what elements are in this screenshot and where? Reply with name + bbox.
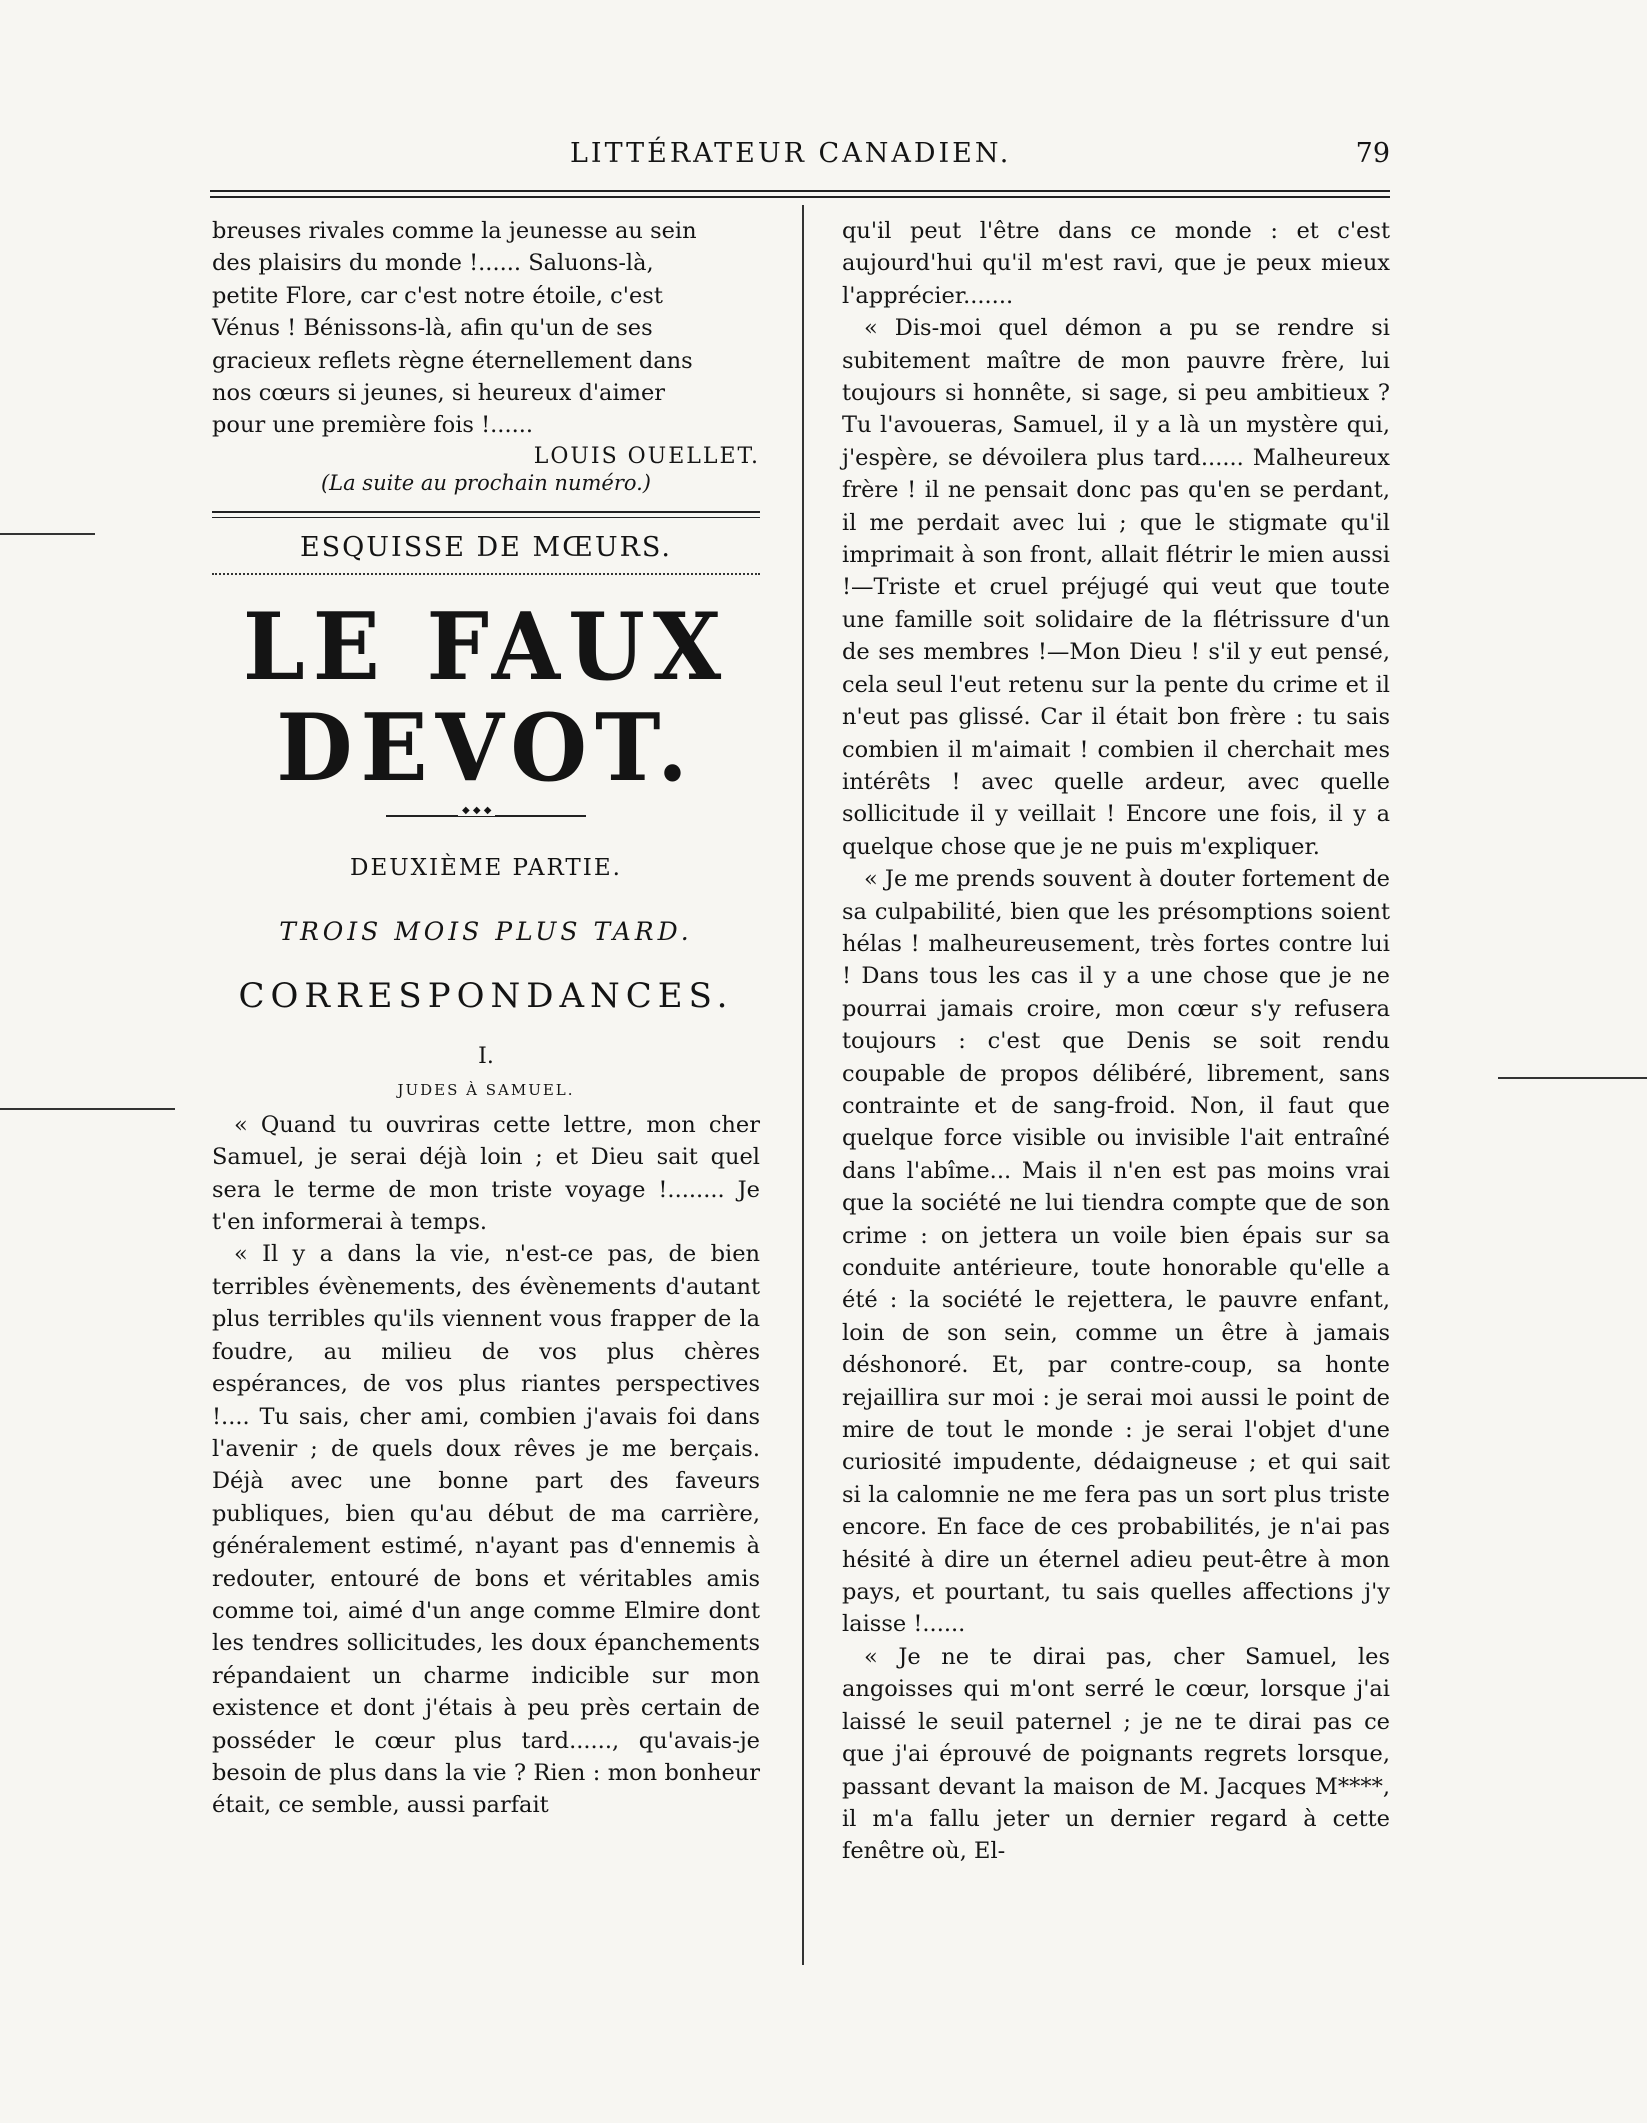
running-title: LITTÉRATEUR CANADIEN. xyxy=(570,138,1012,169)
header-rule-thin xyxy=(210,196,1390,198)
intro-line: nos cœurs si jeunes, si heureux d'aimer xyxy=(212,380,666,407)
paragraph: qu'il peut l'être dans ce monde : et c'est aujourd'hui qu'il m'est ravi, que je peux mieux l'apprécier....... xyxy=(842,218,1390,309)
margin-mark-left-bottom xyxy=(0,1108,175,1110)
section-label: ESQUISSE DE MŒURS. xyxy=(299,531,673,563)
section-rule xyxy=(212,511,760,518)
paragraph: « Je me prends souvent à douter fortement de sa culpabilité, bien que les présomptions soient hélas ! malheureusement, très fortes contre lui ! Dans tous les cas il y a une chose que je ne pourrai jamais croire, mon cœur s'y refusera toujours : c'est que Denis se soit rendu coupable de propos délibéré, librement, sans contrainte et de sang-froid. Non, il faut que quelque force visible ou invisible l'ait entraîné dans l'abîme... Mais il n'en est pas moins vrai que la société ne lui tiendra compte que de son crime : on jettera un voile bien épais sur sa conduite antérieure, toute honorable qu'elle a été : la société le rejettera, le pauvre enfant, loin de son sein, comme un être à jamais déshonoré. Et, par contre-coup, sa honte rejaillira sur moi : je serai moi aussi le point de mire de tout le monde : je serai l'objet d'une curiosité impudente, dédaigneuse ; et qui sait si la calomnie ne me fera pas un sort plus triste encore. En face de ces probabilités, je n'ai pas hésité à dire un éternel adieu peut-être à mon pays, et pourtant, tu sais quelles affections j'y laisse !...... xyxy=(842,866,1390,1638)
right-column xyxy=(842,215,1390,1868)
intro-line: breuses rivales comme la jeunesse au sein xyxy=(212,218,697,244)
left-column xyxy=(212,215,760,1822)
ornament-divider xyxy=(386,815,586,817)
correspondence-title: CORRESPONDANCES. xyxy=(238,975,734,1016)
margin-mark-left-top xyxy=(0,533,95,535)
intro-line: Vénus ! Bénissons-là, afin qu'un de ses xyxy=(212,315,653,342)
header-rule xyxy=(210,190,1390,192)
chapter-subtitle: TROIS MOIS PLUS TARD. xyxy=(279,916,693,946)
paragraph: « Quand tu ouvriras cette lettre, mon cher Samuel, je serai déjà loin ; et Dieu sait quel sera le terme de mon triste voyage !........ Je t'en informerai à temps. xyxy=(212,1111,760,1236)
paragraph: « Dis-moi quel démon a pu se rendre si subitement maître de mon pauvre frère, lui toujours si honnête, si sage, si peu ambitieux ? Tu l'avoueras, Samuel, il y a là un mystère qui, j'espère, se dévoilera plus tard...... Malheureux frère ! il ne pensait donc pas qu'en se perdant, il me perdait avec lui ; que le stigmate qu'il imprimait à son front, allait flétrir le mien aussi !—Triste et cruel préjugé qui veut que toute une famille soit solidaire de la flétrissure d'un de ses membres !—Mon Dieu ! s'il y eut pensé, cela seul l'eut retenu sur la pente du crime et il n'eut pas glissé. Car il était bon frère : tu sais combien il m'aimait ! combien il cherchait mes intérêts ! avec quelle ardeur, avec quelle sollicitude il y veillait ! Encore une fois, il y a quelque chose que je ne puis m'expliquer. xyxy=(842,315,1390,860)
page-header xyxy=(210,138,1390,178)
margin-mark-right xyxy=(1498,1077,1647,1079)
intro-line: gracieux reflets règne éternellement dans xyxy=(212,347,693,374)
paragraph: « Il y a dans la vie, n'est-ce pas, de bien terribles évènements, des évènements d'autant plus terribles qu'ils viennent vous frapper de la foudre, au milieu de vos plus chères espérances, de vos plus riantes perspectives !.... Tu sais, cher ami, combien j'avais foi dans l'avenir ; de quels doux rêves je me berçais. Déjà avec une bonne part des faveurs publiques, bien qu'au début de ma carrière, généralement estimé, n'ayant pas d'ennemis à redouter, entouré de bons et véritables amis comme toi, aimé d'un ange comme Elmire dont les tendres sollicitudes, les doux épanchements répandaient un charme indicible sur mon existence et dont j'étais à peu près certain de posséder le cœur plus tard......, qu'avais-je besoin de plus dans la vie ? Rien : mon bonheur était, ce semble, aussi parfait xyxy=(212,1241,760,1819)
to-be-continued: (La suite au prochain numéro.) xyxy=(320,470,652,495)
letter-sender: JUDES À SAMUEL. xyxy=(397,1080,575,1099)
intro-line: des plaisirs du monde !...... Saluons-là, xyxy=(212,250,654,277)
wavy-rule xyxy=(212,573,760,581)
intro-line: petite Flore, car c'est notre étoile, c'est xyxy=(212,282,663,309)
part-title: DEUXIÈME PARTIE. xyxy=(350,854,622,881)
paragraph: « Je ne te dirai pas, cher Samuel, les angoisses qui m'ont serré le cœur, lorsque j'ai laissé le seuil paternel ; je ne te dirai pas ce que j'ai éprouvé de poignants regrets lorsque, passant devant la maison de M. Jacques M****, il m'a fallu jeter un dernier regard à cette fenêtre où, El- xyxy=(842,1643,1390,1865)
intro-line: pour une première fois !...... xyxy=(212,412,534,439)
page-number: 79 xyxy=(1355,138,1390,169)
letter-number: I. xyxy=(478,1043,494,1069)
story-title: LE FAUX DEVOT. xyxy=(242,591,730,802)
column-divider xyxy=(802,205,804,1965)
author-signature: LOUIS OUELLET. xyxy=(533,443,760,469)
